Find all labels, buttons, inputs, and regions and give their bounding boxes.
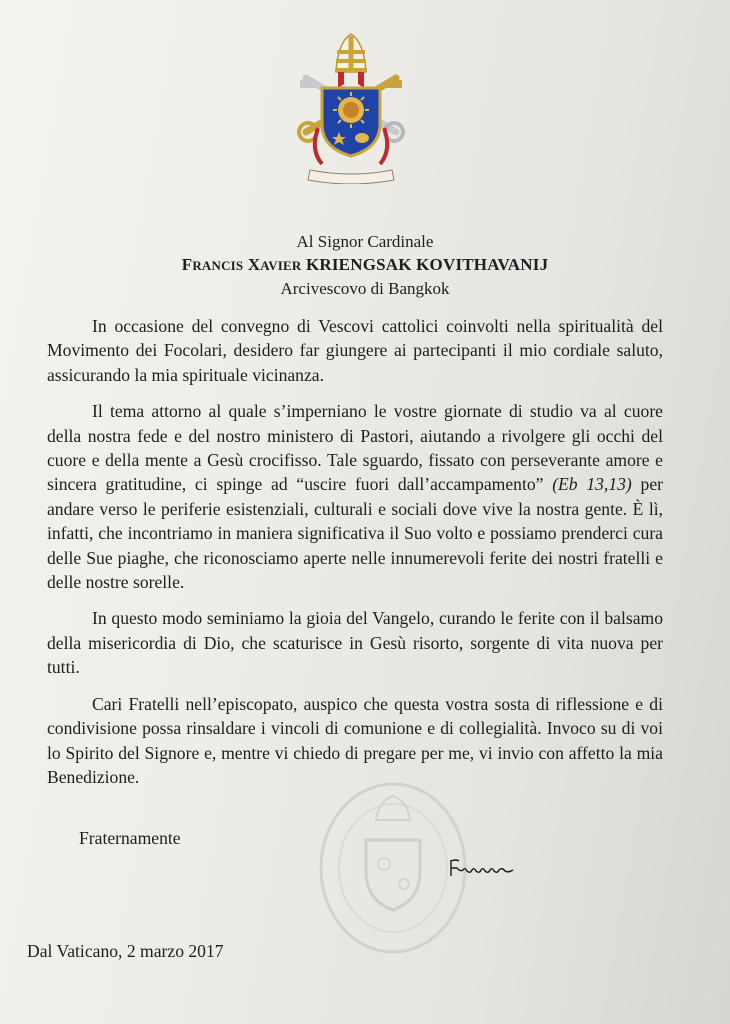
addressee-office: Arcivescovo di Bangkok <box>280 279 450 298</box>
paragraph: In occasione del convegno di Vescovi cattolici coinvolti nella spiritualità del Movimento dei Focolari, desidero far giungere ai partecipanti il mio cordiale saluto, assicurando la mia spirituale vicinanza. <box>47 316 663 385</box>
name-surname: KRIENGSAK KOVITHAVANIJ <box>305 255 549 274</box>
paragraph-text: Il tema attorno al quale s’imperniano le vostre giornate di studio va al cuore della nostra fede e del nostro ministero di Pastori, aiutando a rivolgere gli occhi del cuore e della mente a Gesù crocifisso. Tale sguardo, fissato con perseverante amore e sincera gratitudine, ci spinge ad “uscire fuori dall’accampamento” <box>47 401 663 495</box>
bible-book: Eb <box>558 474 578 495</box>
name-smallcaps: RANCIS <box>192 258 244 273</box>
papal-coat-of-arms-icon <box>292 32 410 184</box>
dateline: Dal Vaticano, 2 marzo 2017 <box>27 941 224 961</box>
paragraph: Cari Fratelli nell’episcopato, auspico che questa vostra sosta di riflessione e di condivisione possa rinsaldare i vincoli di comunione e di collegialità. Invoco su di voi lo Spirito del Signore e, mentre vi chiedo di pregare per me, vi invio con affetto la mia Benedizione. <box>47 693 663 787</box>
addressee-name <box>0 253 730 277</box>
closing-salutation: Fraternamente <box>79 828 181 848</box>
name-initial: X <box>247 255 261 274</box>
paragraph <box>47 399 663 594</box>
bible-verse: 13,13) <box>577 474 632 495</box>
letter-body <box>47 314 663 801</box>
embossed-seal-icon <box>318 780 468 955</box>
bible-reference: (Eb 13,13) <box>552 474 632 495</box>
signature <box>447 858 517 880</box>
address-block <box>0 230 730 300</box>
addressee-title: Al Signor Cardinale <box>296 232 434 251</box>
name-smallcaps: AVIER <box>260 258 302 273</box>
name-initial: F <box>181 255 193 274</box>
paragraph: In questo modo seminiamo la gioia del Vangelo, curando le ferite con il balsamo della misericordia di Dio, che scaturisce in Gesù risorto, sorgente di vita nuova per tutti. <box>47 608 663 678</box>
paragraph-text: per andare verso le periferie esistenziali, culturali e sociali dove vive la nostra gente. È lì, infatti, che incontriamo in maniera significativa il Suo volto e possiamo prenderci cura delle Sue piaghe, che riconosciamo aperte nelle innumerevoli ferite dei nostri fratelli e delle nostre sorelle. <box>47 474 663 593</box>
